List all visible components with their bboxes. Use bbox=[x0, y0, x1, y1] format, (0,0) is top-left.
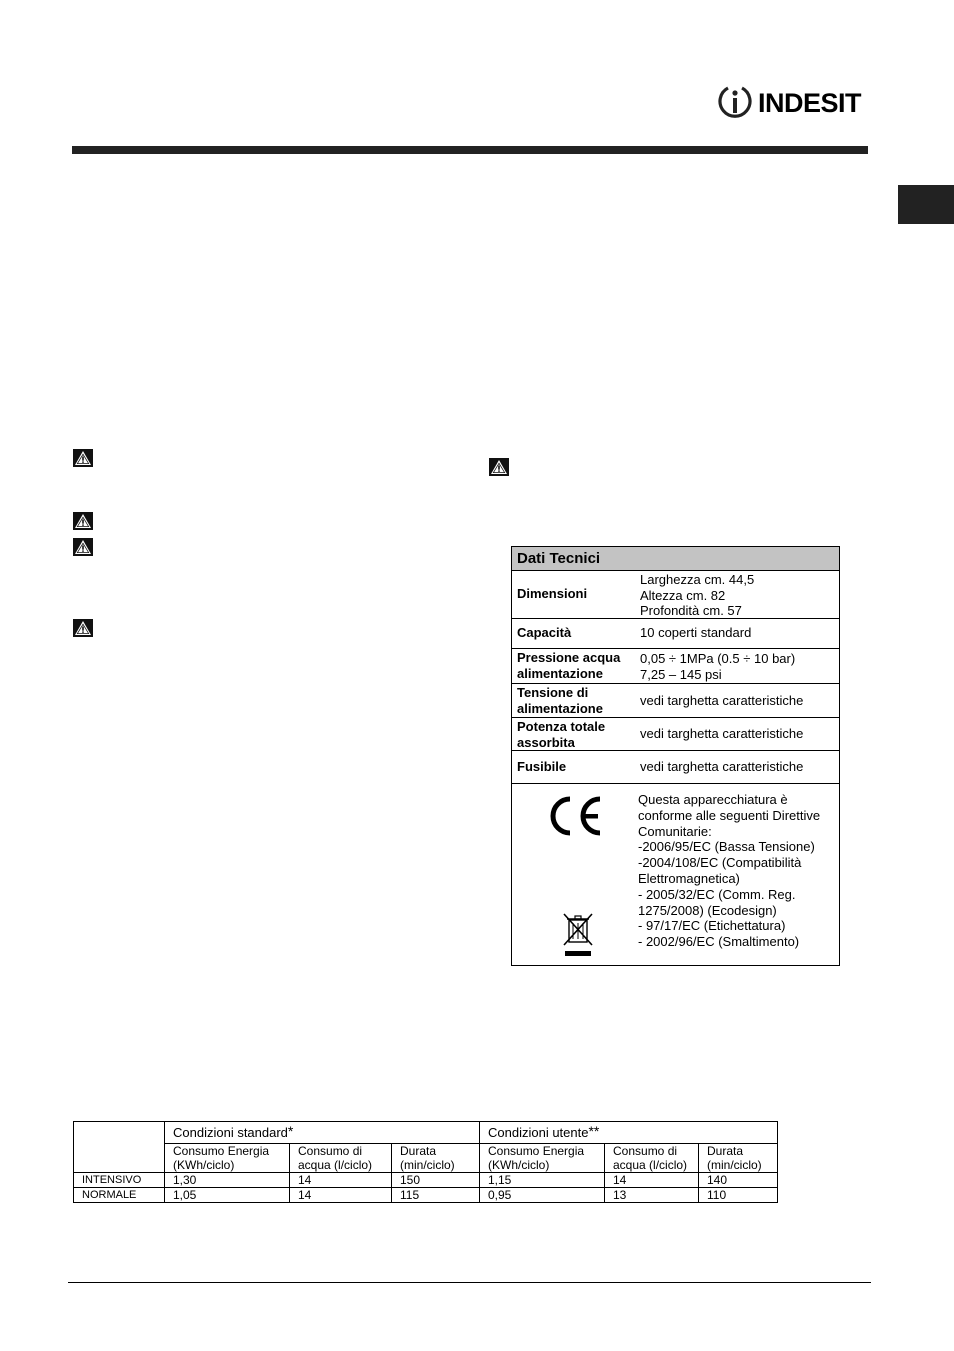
table-cell: 14 bbox=[290, 1173, 392, 1188]
subheader-cell: Consumo di acqua (l/ciclo) bbox=[605, 1144, 699, 1173]
language-tab bbox=[898, 185, 954, 224]
warning-triangle-icon bbox=[73, 449, 93, 467]
compliance-text: Questa apparecchiatura è conforme alle seguenti Direttive Comunitarie: -2006/95/EC (Bassa Tensione) -2004/108/EC (Compatibilità Elettromagnetica) - 2005/32/EC (Comm. Reg. 1275/2008) (Ecodesign) - 97/17/EC (Etichettatura) - 2002/96/EC (Smaltimento) bbox=[638, 792, 821, 950]
warning-triangle-icon bbox=[73, 512, 93, 530]
table-cell: 150 bbox=[392, 1173, 480, 1188]
tech-data-title: Dati Tecnici bbox=[517, 550, 601, 567]
subheader-cell: Consumo Energia (KWh/ciclo) bbox=[165, 1144, 290, 1173]
tech-row-value: Larghezza cm. 44,5 Altezza cm. 82 Profondità cm. 57 bbox=[640, 572, 755, 618]
compliance-block bbox=[511, 784, 840, 966]
footer-rule bbox=[68, 1282, 871, 1283]
warning-triangle-icon bbox=[73, 538, 93, 556]
table-cell: 1,15 bbox=[480, 1173, 605, 1188]
warning-triangle-icon bbox=[73, 619, 93, 637]
tech-row-fusibile bbox=[511, 751, 840, 784]
row-label: INTENSIVO bbox=[74, 1173, 165, 1188]
row-label: NORMALE bbox=[74, 1188, 165, 1203]
table-cell: 13 bbox=[605, 1188, 699, 1203]
tech-row-label: Capacità bbox=[517, 625, 572, 640]
tech-row-label: Potenza totale assorbita bbox=[517, 719, 606, 750]
table-cell: 110 bbox=[699, 1188, 778, 1203]
indesit-logo-icon bbox=[718, 84, 752, 120]
tech-row-pressione bbox=[511, 649, 840, 684]
subheader-cell: Durata (min/ciclo) bbox=[392, 1144, 480, 1173]
tech-row-value: vedi targhetta caratteristiche bbox=[640, 759, 804, 774]
consumption-subheader-row bbox=[74, 1144, 778, 1173]
tech-row-label: Dimensioni bbox=[517, 586, 588, 601]
table-row bbox=[74, 1173, 778, 1188]
table-cell: 0,95 bbox=[480, 1188, 605, 1203]
table-cell: 14 bbox=[290, 1188, 392, 1203]
tech-row-label: Pressione acqua alimentazione bbox=[517, 650, 621, 681]
subheader-cell: Consumo Energia (KWh/ciclo) bbox=[480, 1144, 605, 1173]
ce-mark-icon bbox=[546, 793, 606, 839]
tech-row-value: 0,05 ÷ 1MPa (0.5 ÷ 10 bar) 7,25 – 145 psi bbox=[640, 651, 796, 682]
table-row bbox=[74, 1188, 778, 1203]
subheader-cell: Consumo di acqua (l/ciclo) bbox=[290, 1144, 392, 1173]
warning-triangle-icon bbox=[489, 458, 509, 476]
tech-row-potenza bbox=[511, 718, 840, 751]
tech-row-capacita bbox=[511, 619, 840, 649]
tech-row-label: Tensione di alimentazione bbox=[517, 685, 603, 716]
tech-data-header bbox=[511, 546, 840, 571]
table-cell: 14 bbox=[605, 1173, 699, 1188]
header-rule bbox=[72, 146, 868, 154]
subheader-cell: Durata (min/ciclo) bbox=[699, 1144, 778, 1173]
empty-corner-cell bbox=[74, 1122, 165, 1173]
table-cell: 1,05 bbox=[165, 1188, 290, 1203]
table-cell: 140 bbox=[699, 1173, 778, 1188]
group-user: Condizioni utente** bbox=[480, 1122, 778, 1144]
logo-text: INDESIT bbox=[758, 88, 862, 118]
table-cell: 115 bbox=[392, 1188, 480, 1203]
tech-row-value: vedi targhetta caratteristiche bbox=[640, 693, 804, 708]
tech-row-label: Fusibile bbox=[517, 759, 567, 774]
tech-row-value: vedi targhetta caratteristiche bbox=[640, 726, 804, 741]
indesit-logo bbox=[718, 84, 870, 124]
crossed-bin-icon bbox=[562, 911, 594, 957]
tech-row-value: 10 coperti standard bbox=[640, 625, 752, 640]
tech-row-dimensioni bbox=[511, 571, 840, 619]
consumption-group-header bbox=[74, 1122, 778, 1144]
tech-row-tensione bbox=[511, 684, 840, 718]
consumption-table bbox=[73, 1121, 778, 1203]
group-standard: Condizioni standard* bbox=[165, 1122, 480, 1144]
table-cell: 1,30 bbox=[165, 1173, 290, 1188]
